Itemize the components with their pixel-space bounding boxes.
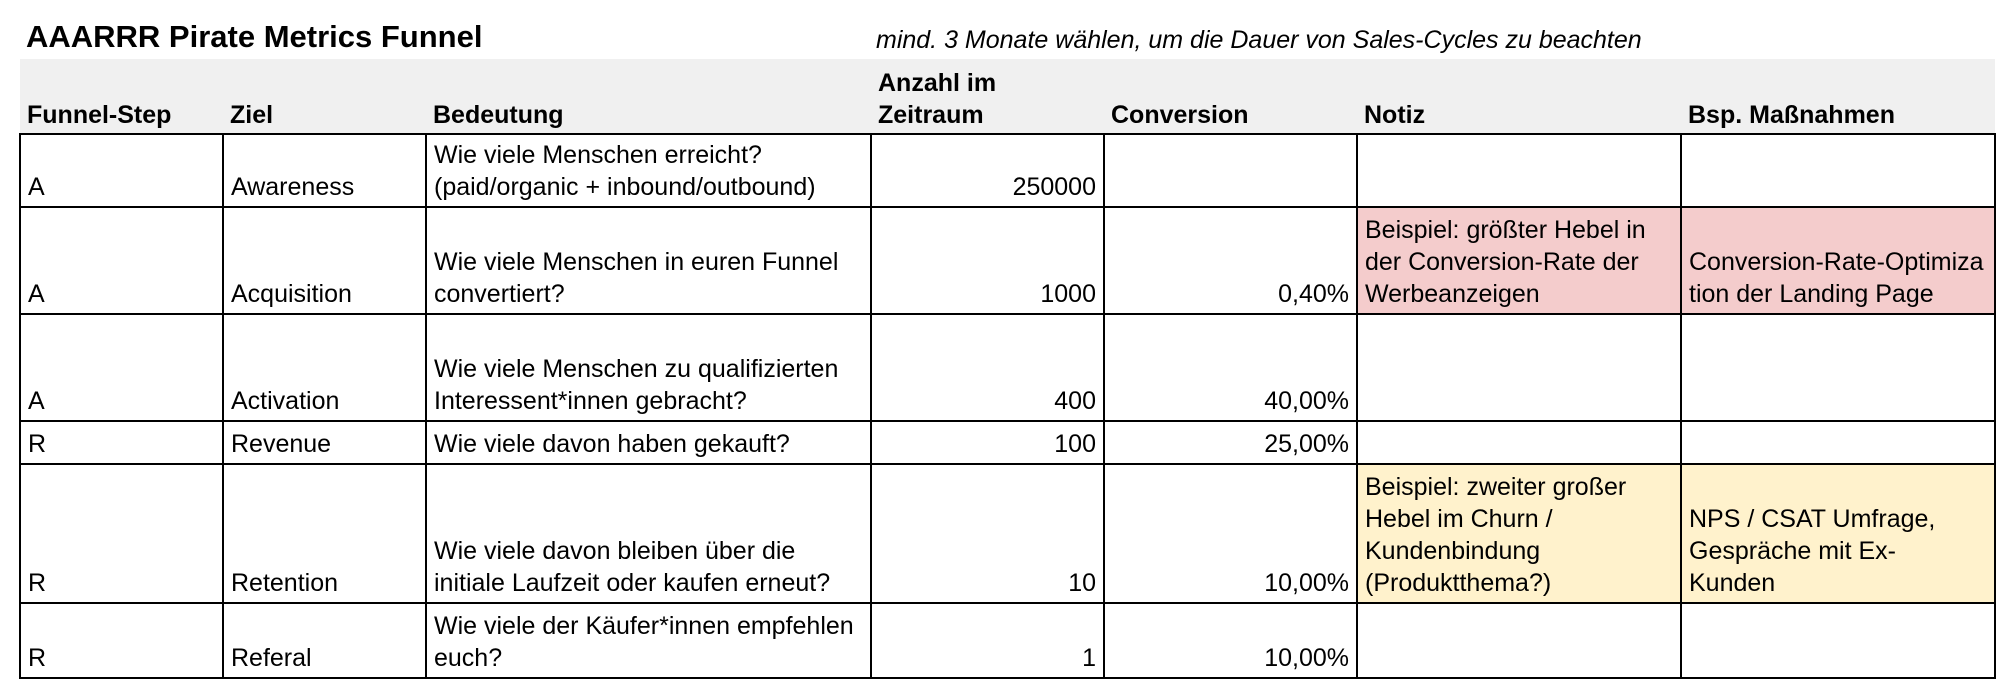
cell-ziel[interactable]: Acquisition: [223, 207, 426, 314]
cell-ziel[interactable]: Activation: [223, 314, 426, 421]
cell-bedeutung[interactable]: Wie viele Menschen in euren Funnel convertiert?: [426, 207, 871, 314]
cell-ziel[interactable]: Retention: [223, 464, 426, 603]
sheet-title: AAARRR Pirate Metrics Funnel: [26, 19, 483, 54]
cell-bedeutung[interactable]: Wie viele davon haben gekauft?: [426, 421, 871, 464]
cell-step[interactable]: R: [20, 603, 223, 678]
cell-massnahmen[interactable]: [1681, 314, 1995, 421]
header-anzahl[interactable]: Anzahl im Zeitraum: [871, 59, 1104, 134]
cell-notiz[interactable]: Beispiel: größter Hebel in der Conversion-Rate der Werbeanzeigen: [1357, 207, 1681, 314]
cell-conversion[interactable]: 25,00%: [1104, 421, 1357, 464]
cell-bedeutung[interactable]: Wie viele Menschen erreicht? (paid/organic + inbound/outbound): [426, 134, 871, 207]
table-row: [20, 464, 1995, 603]
cell-conversion[interactable]: 40,00%: [1104, 314, 1357, 421]
cell-anzahl[interactable]: 400: [871, 314, 1104, 421]
header-ziel[interactable]: Ziel: [223, 59, 426, 134]
header-massnahmen[interactable]: Bsp. Maßnahmen: [1681, 59, 1995, 134]
sheet-title-row: [0, 0, 2010, 58]
header-step[interactable]: Funnel-Step: [20, 59, 223, 134]
cell-step[interactable]: R: [20, 464, 223, 603]
header-row: [20, 59, 1995, 134]
cell-notiz[interactable]: [1357, 421, 1681, 464]
table-row: [20, 603, 1995, 678]
cell-conversion[interactable]: 10,00%: [1104, 603, 1357, 678]
cell-conversion[interactable]: 10,00%: [1104, 464, 1357, 603]
table-row: [20, 207, 1995, 314]
cell-ziel[interactable]: Revenue: [223, 421, 426, 464]
header-conversion[interactable]: Conversion: [1104, 59, 1357, 134]
cell-massnahmen[interactable]: Conversion-Rate-Optimization der Landing Page: [1681, 207, 1995, 314]
table-row: [20, 314, 1995, 421]
cell-anzahl[interactable]: 250000: [871, 134, 1104, 207]
cell-notiz[interactable]: Beispiel: zweiter großer Hebel im Churn / Kundenbindung (Produktthema?): [1357, 464, 1681, 603]
table-row: [20, 134, 1995, 207]
sheet-note: mind. 3 Monate wählen, um die Dauer von Sales-Cycles zu beachten: [876, 26, 1642, 54]
cell-anzahl[interactable]: 100: [871, 421, 1104, 464]
cell-massnahmen[interactable]: [1681, 134, 1995, 207]
header-notiz[interactable]: Notiz: [1357, 59, 1681, 134]
funnel-table: [19, 59, 1996, 679]
cell-massnahmen[interactable]: [1681, 603, 1995, 678]
cell-step[interactable]: A: [20, 207, 223, 314]
cell-massnahmen[interactable]: [1681, 421, 1995, 464]
cell-anzahl[interactable]: 1: [871, 603, 1104, 678]
cell-ziel[interactable]: Awareness: [223, 134, 426, 207]
cell-notiz[interactable]: [1357, 134, 1681, 207]
cell-conversion[interactable]: 0,40%: [1104, 207, 1357, 314]
cell-step[interactable]: A: [20, 134, 223, 207]
cell-notiz[interactable]: [1357, 314, 1681, 421]
cell-conversion[interactable]: [1104, 134, 1357, 207]
cell-step[interactable]: A: [20, 314, 223, 421]
table-row: [20, 421, 1995, 464]
cell-notiz[interactable]: [1357, 603, 1681, 678]
cell-massnahmen[interactable]: NPS / CSAT Umfrage, Gespräche mit Ex-Kunden: [1681, 464, 1995, 603]
cell-ziel[interactable]: Referal: [223, 603, 426, 678]
cell-bedeutung[interactable]: Wie viele davon bleiben über die initiale Laufzeit oder kaufen erneut?: [426, 464, 871, 603]
header-bedeutung[interactable]: Bedeutung: [426, 59, 871, 134]
cell-step[interactable]: R: [20, 421, 223, 464]
cell-bedeutung[interactable]: Wie viele der Käufer*innen empfehlen euch?: [426, 603, 871, 678]
cell-bedeutung[interactable]: Wie viele Menschen zu qualifizierten Interessent*innen gebracht?: [426, 314, 871, 421]
cell-anzahl[interactable]: 1000: [871, 207, 1104, 314]
cell-anzahl[interactable]: 10: [871, 464, 1104, 603]
